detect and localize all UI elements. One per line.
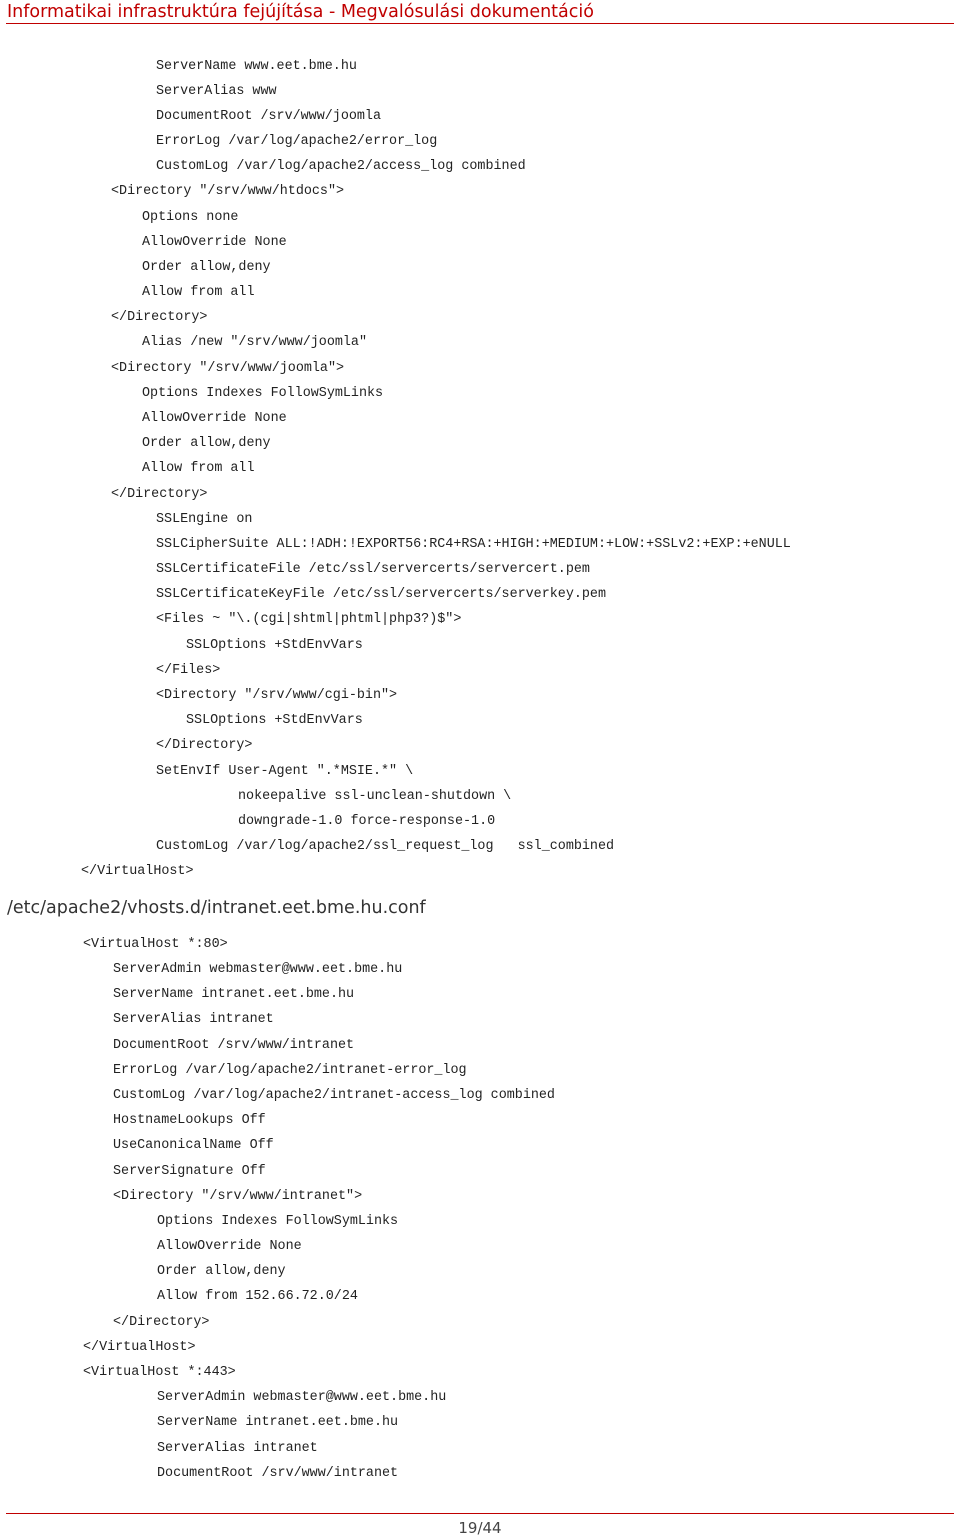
code-line: ServerName intranet.eet.bme.hu: [157, 1415, 399, 1430]
code-line: Allow from all: [142, 461, 255, 476]
code-line: AllowOverride None: [142, 235, 287, 250]
code-line: SSLCipherSuite ALL:!ADH:!EXPORT56:RC4+RSA:+HIGH:+MEDIUM:+LOW:+SSLv2:+EXP:+eNULL: [156, 537, 791, 552]
code-line: ServerName intranet.eet.bme.hu: [113, 987, 355, 1002]
code-line: Alias /new "/srv/www/joomla": [142, 335, 367, 350]
code-line: DocumentRoot /srv/www/intranet: [157, 1466, 399, 1481]
code-line: CustomLog /var/log/apache2/ssl_request_log ssl_combined: [156, 839, 615, 854]
code-line: CustomLog /var/log/apache2/intranet-access_log combined: [113, 1088, 555, 1103]
code-line: UseCanonicalName Off: [113, 1138, 274, 1153]
code-line: SSLCertificateFile /etc/ssl/servercerts/servercert.pem: [156, 562, 590, 577]
code-line: ServerAdmin webmaster@www.eet.bme.hu: [113, 962, 403, 977]
code-line: </Files>: [156, 663, 221, 678]
code-line: Options none: [142, 210, 239, 225]
page-number: 19/44: [458, 1519, 502, 1537]
code-line: <Directory "/srv/www/joomla">: [111, 361, 345, 376]
code-line: <Directory "/srv/www/htdocs">: [111, 184, 345, 199]
code-line: downgrade-1.0 force-response-1.0: [238, 814, 496, 829]
code-line: Options Indexes FollowSymLinks: [142, 386, 384, 401]
code-line: <Directory "/srv/www/cgi-bin">: [156, 688, 398, 703]
code-line: <VirtualHost *:80>: [83, 937, 228, 952]
code-line: </Directory>: [156, 738, 253, 753]
code-line: </Directory>: [113, 1315, 210, 1330]
code-line: AllowOverride None: [142, 411, 287, 426]
code-line: Order allow,deny: [157, 1264, 286, 1279]
code-line: Allow from 152.66.72.0/24: [157, 1289, 358, 1304]
section-heading-filename: /etc/apache2/vhosts.d/intranet.eet.bme.hu.conf: [7, 898, 426, 918]
code-line: </VirtualHost>: [81, 864, 194, 879]
code-line: ServerAlias www: [156, 84, 277, 99]
code-line: ServerAdmin webmaster@www.eet.bme.hu: [157, 1390, 447, 1405]
code-line: SSLCertificateKeyFile /etc/ssl/servercerts/serverkey.pem: [156, 587, 606, 602]
code-line: ServerSignature Off: [113, 1164, 266, 1179]
footer-divider: [6, 1513, 954, 1514]
header-divider: [6, 23, 954, 24]
code-line: SetEnvIf User-Agent ".*MSIE.*" \: [156, 764, 414, 779]
code-line: DocumentRoot /srv/www/joomla: [156, 109, 381, 124]
code-line: <Directory "/srv/www/intranet">: [113, 1189, 363, 1204]
code-line: </Directory>: [111, 487, 208, 502]
code-line: ServerAlias intranet: [157, 1441, 318, 1456]
code-line: nokeepalive ssl-unclean-shutdown \: [238, 789, 512, 804]
code-line: SSLOptions +StdEnvVars: [186, 713, 363, 728]
code-line: ErrorLog /var/log/apache2/error_log: [156, 134, 438, 149]
document-header-title: Informatikai infrastruktúra fejújítása - Megvalósulási dokumentáció: [7, 2, 594, 22]
code-line: <Files ~ "\.(cgi|shtml|phtml|php3?)$">: [156, 612, 462, 627]
code-line: DocumentRoot /srv/www/intranet: [113, 1038, 355, 1053]
code-line: CustomLog /var/log/apache2/access_log combined: [156, 159, 526, 174]
code-line: </VirtualHost>: [83, 1340, 196, 1355]
code-line: ServerName www.eet.bme.hu: [156, 59, 357, 74]
code-line: ErrorLog /var/log/apache2/intranet-error_log: [113, 1063, 467, 1078]
code-line: Options Indexes FollowSymLinks: [157, 1214, 399, 1229]
code-line: SSLEngine on: [156, 512, 253, 527]
code-line: AllowOverride None: [157, 1239, 302, 1254]
code-line: Order allow,deny: [142, 260, 271, 275]
code-line: ServerAlias intranet: [113, 1012, 274, 1027]
code-line: Order allow,deny: [142, 436, 271, 451]
code-line: Allow from all: [142, 285, 255, 300]
code-line: <VirtualHost *:443>: [83, 1365, 236, 1380]
code-line: </Directory>: [111, 310, 208, 325]
code-line: HostnameLookups Off: [113, 1113, 266, 1128]
code-line: SSLOptions +StdEnvVars: [186, 638, 363, 653]
